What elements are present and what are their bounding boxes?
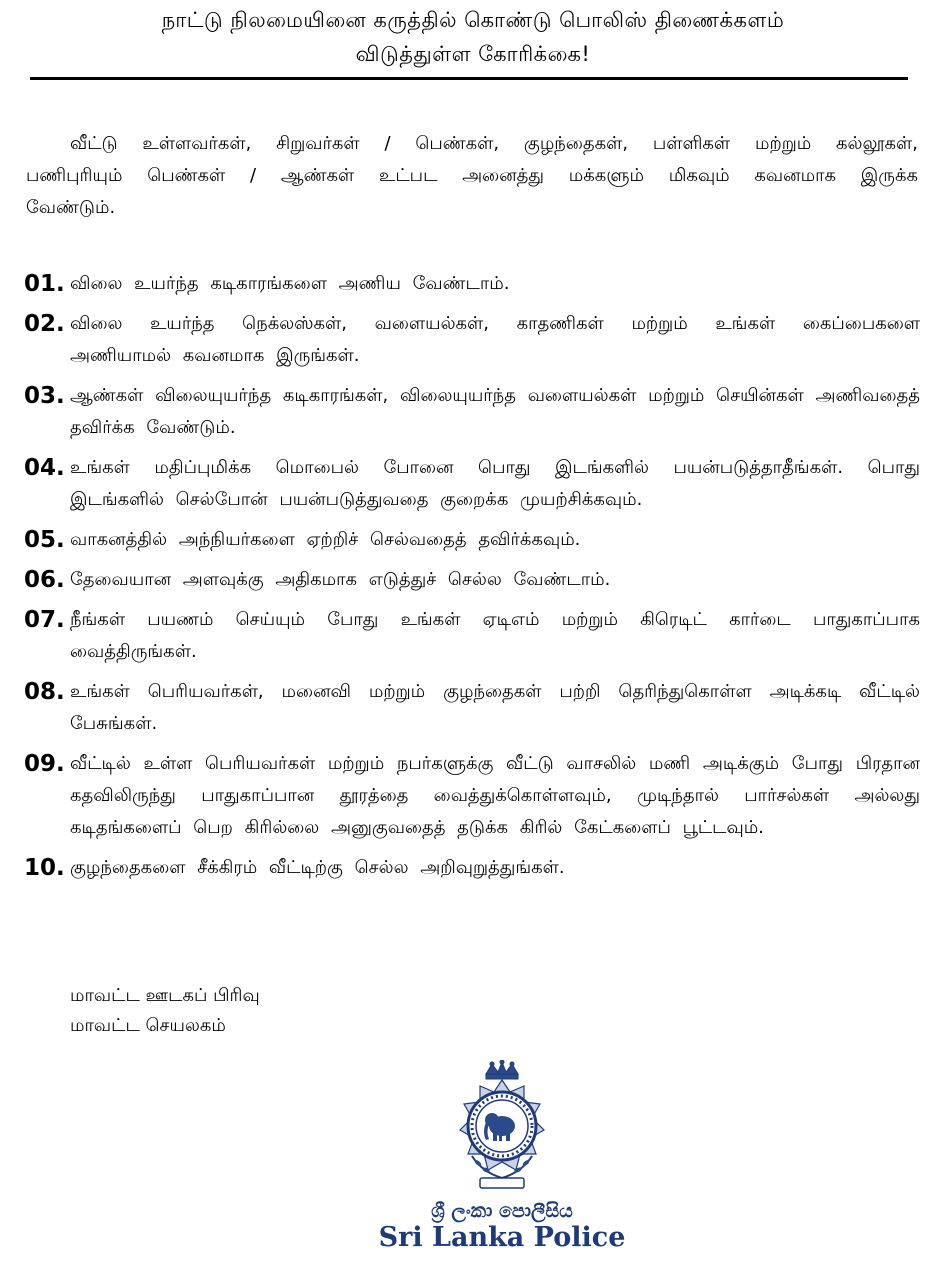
list-item-number: 05. — [24, 527, 65, 553]
list-item-number: 03. — [24, 383, 65, 409]
list-item-text: வாகனத்தில் அந்நியர்களை ஏற்றிச் செல்வதைத் தவிர்க்கவும். — [70, 529, 581, 550]
list-item-text: விலை உயர்ந்த கடிகாரங்களை அணிய வேண்டாம். — [70, 273, 510, 294]
list-item-number: 10. — [24, 855, 65, 881]
list-item-text: தேவையான அளவுக்கு அதிகமாக எடுத்துச் செல்ல வேண்டாம். — [70, 569, 611, 590]
list-item — [24, 676, 920, 740]
list-item-text: விலை உயர்ந்த நெக்லஸ்கள், வளையல்கள், காதணிகள் மற்றும் உங்கள் கைப்பைகளை அணியாமல் கவனமாக இருங்கள். — [70, 313, 920, 366]
list-item-number: 08. — [24, 679, 65, 705]
list-item-number: 01. — [24, 271, 65, 297]
list-item — [24, 852, 920, 884]
list-item-number: 04. — [24, 455, 65, 481]
list-item — [24, 564, 920, 596]
logo-english-name: Sri Lanka Police — [378, 1222, 626, 1253]
signature-line-2: மாவட்ட செயலகம் — [70, 1015, 226, 1036]
notice-title-line-1: நாட்டு நிலமையினை கருத்தில் கொண்டு பொலிஸ் திணைக்களம் — [161, 8, 785, 32]
advice-list — [24, 268, 920, 884]
list-item — [24, 748, 920, 844]
list-item-number: 09. — [24, 751, 65, 777]
list-item-number: 07. — [24, 607, 65, 633]
logo-sinhala-name: ශ්‍රී ලංකා පොලීසිය — [431, 1200, 573, 1222]
sri-lanka-police-emblem-icon — [436, 1060, 568, 1195]
list-item-text: ஆண்கள் விலையுயர்ந்த கடிகாரங்கள், விலையுயர்ந்த வளையல்கள் மற்றும் செயின்கள் அணிவதைத் தவிர்க்க வேண்டும். — [70, 385, 920, 438]
title-divider — [30, 77, 908, 80]
list-item-number: 06. — [24, 567, 65, 593]
list-item — [24, 524, 920, 556]
signature-line-1: மாவட்ட ஊடகப் பிரிவு — [70, 985, 260, 1006]
intro-paragraph: வீட்டு உள்ளவர்கள், சிறுவர்கள் / பெண்கள், குழந்தைகள், பள்ளிகள் மற்றும் கல்லூகள், பணிபுரியும் பெண்கள் / ஆண்கள் உட்பட அனைத்து மக்களும் மிகவும் கவனமாக இருக்க வேண்டும். — [26, 133, 918, 218]
list-item — [24, 452, 920, 516]
list-item-text: உங்கள் மதிப்புமிக்க மொபைல் போனை பொது இடங்களில் பயன்படுத்தாதீங்கள். பொது இடங்களில் செல்போன் பயன்படுத்துவதை குறைக்க முயற்சிக்கவும். — [70, 457, 920, 510]
list-item — [24, 380, 920, 444]
list-item — [24, 604, 920, 668]
notice-title-line-2: விடுத்துள்ள கோரிக்கை! — [355, 42, 591, 66]
list-item — [24, 308, 920, 372]
list-item-text: நீங்கள் பயணம் செய்யும் போது உங்கள் ஏடிஎம் மற்றும் கிரெடிட் கார்டை பாதுகாப்பாக வைத்திருங்கள். — [70, 609, 920, 662]
list-item-text: வீட்டில் உள்ள பெரியவர்கள் மற்றும் நபர்களுக்கு வீட்டு வாசலில் மணி அடிக்கும் போது பிரதான கதவிலிருந்து பாதுகாப்பான தூரத்தை வைத்துக்கொள்ளவும், முடிந்தால் பார்சல்கள் அல்லது கடிதங்களைப் பெற கிரில்லை அனுகுவதைத் தடுக்க கிரில் கேட்களைப் பூட்டவும். — [70, 753, 920, 838]
list-item-text: குழந்தைகளை சீக்கிரம் வீட்டிற்கு செல்ல அறிவுறுத்துங்கள். — [70, 857, 565, 878]
list-item-text: உங்கள் பெரியவர்கள், மனைவி மற்றும் குழந்தைகள் பற்றி தெரிந்துகொள்ள அடிக்கடி வீட்டில் பேசுங்கள். — [70, 681, 920, 734]
list-item — [24, 268, 920, 300]
list-item-number: 02. — [24, 311, 65, 337]
